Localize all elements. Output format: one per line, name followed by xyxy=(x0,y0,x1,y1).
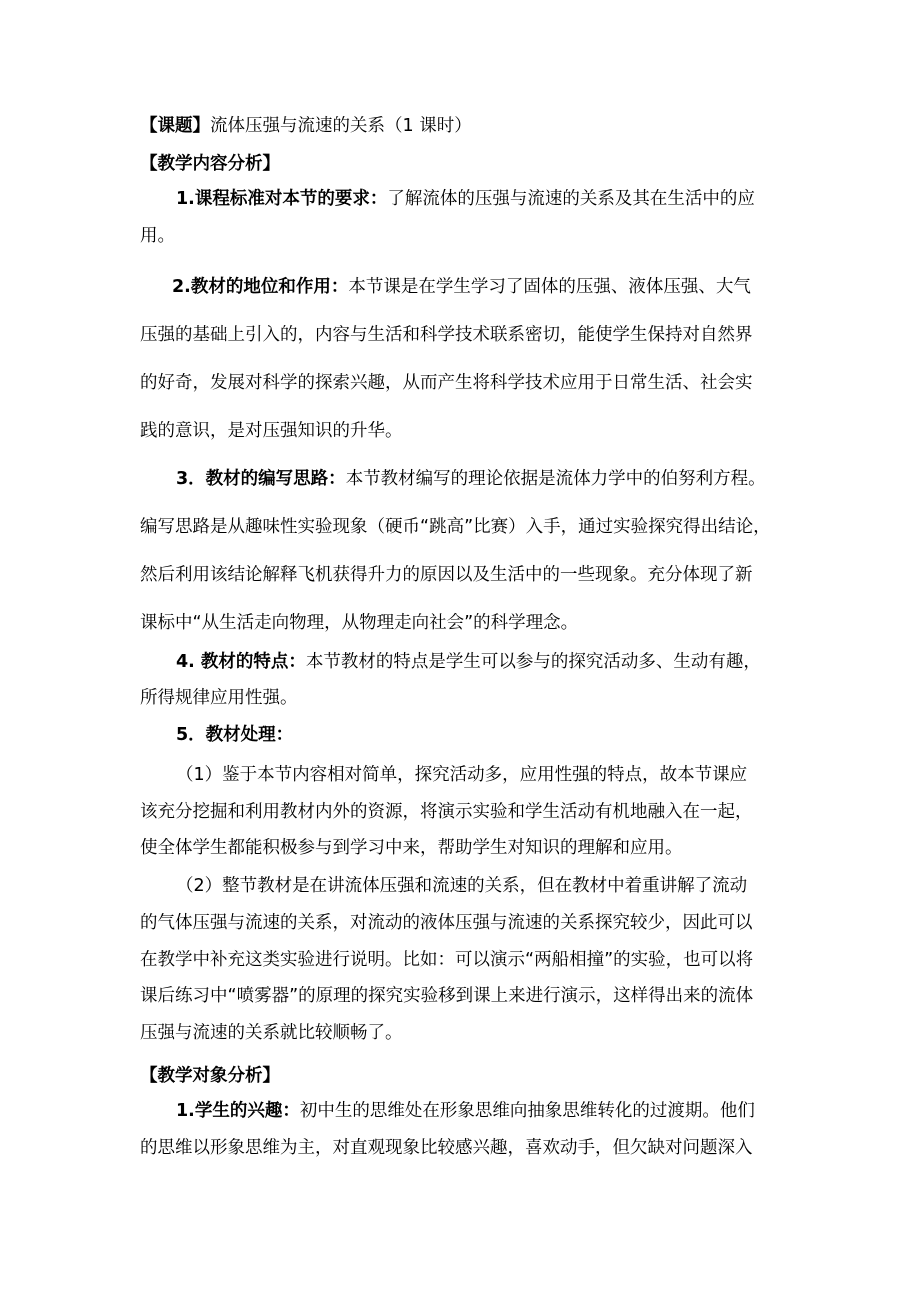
p5-2-line-2: 的气体压强与流速的关系，对流动的液体压强与流速的关系探究较少，因此可以 xyxy=(140,913,753,933)
p5-1-line-1: （1）鉴于本节内容相对简单，探究活动多，应用性强的特点，故本节课应 xyxy=(176,765,748,785)
p3-line-1 xyxy=(176,467,836,491)
lesson-title-text: 流体压强与流速的关系（1 课时） xyxy=(210,116,472,136)
p5-1-line-2: 该充分挖掘和利用教材内外的资源，将演示实验和学生活动有机地融入在一起， xyxy=(140,802,753,822)
p3-line-2: 编写思路是从趣味性实验现象（硬币“跳高”比赛）入手，通过实验探究得出结论， xyxy=(140,517,771,537)
lesson-title-label: 【课题】 xyxy=(140,116,210,136)
p1-line-1 xyxy=(176,187,836,211)
p4-label: 4. 教材的特点： xyxy=(176,652,306,672)
p5-2-line-1: （2）整节教材是在讲流体压强和流速的关系，但在教材中着重讲解了流动 xyxy=(176,876,748,896)
p4-line-1 xyxy=(176,650,836,674)
p2-line-1 xyxy=(172,275,832,299)
s1-line-1 xyxy=(176,1099,836,1123)
p2-line-2: 压强的基础上引入的，内容与生活和科学技术联系密切，能使学生保持对自然界 xyxy=(140,325,753,345)
p2-label: 2.教材的地位和作用： xyxy=(172,277,349,297)
p5-1-line-3: 使全体学生都能积极参与到学习中来，帮助学生对知识的理解和应用。 xyxy=(140,838,683,858)
p1-text-1: 了解流体的压强与流速的关系及其在生活中的应 xyxy=(387,189,755,209)
s1-line-2: 的思维以形象思维为主，对直观现象比较感兴趣，喜欢动手，但欠缺对问题深入 xyxy=(140,1138,753,1158)
s1-label: 1.学生的兴趣： xyxy=(176,1101,300,1121)
p1-label: 1.课程标准对本节的要求： xyxy=(176,189,388,209)
p3-text-1: 本节教材编写的理论依据是流体力学中的伯努利方程。 xyxy=(345,469,766,489)
p5-2-line-3: 在教学中补充这类实验进行说明。比如：可以演示“两船相撞”的实验，也可以将 xyxy=(140,950,754,970)
s1-text-1: 初中生的思维处在形象思维向抽象思维转化的过渡期。他们 xyxy=(299,1101,755,1121)
p2-text-1: 本节课是在学生学习了固体的压强、液体压强、大气 xyxy=(348,277,751,297)
p4-text-1: 本节教材的特点是学生可以参与的探究活动多、生动有趣， xyxy=(305,652,761,672)
p2-line-4: 践的意识，是对压强知识的升华。 xyxy=(140,421,403,441)
p3-line-4: 课标中“从生活走向物理，从物理走向社会”的科学理念。 xyxy=(140,613,579,633)
p5-2-line-4: 课后练习中“喷雾器”的原理的探究实验移到课上来进行演示，这样得出来的流体 xyxy=(140,986,754,1006)
p1-line-2: 用。 xyxy=(140,226,175,246)
p3-line-3: 然后利用该结论解释飞机获得升力的原因以及生活中的一些现象。充分体现了新 xyxy=(140,565,753,585)
p3-label: 3．教材的编写思路： xyxy=(176,469,346,489)
p2-line-3: 的好奇，发展对科学的探索兴趣，从而产生将科学技术应用于日常生活、社会实 xyxy=(140,373,753,393)
p4-line-2: 所得规律应用性强。 xyxy=(140,688,298,708)
heading-student-analysis: 【教学对象分析】 xyxy=(140,1066,280,1086)
p5-2-line-5: 压强与流速的关系就比较顺畅了。 xyxy=(140,1023,403,1043)
heading-content-analysis: 【教学内容分析】 xyxy=(140,154,280,174)
lesson-title-line xyxy=(140,114,800,138)
p5-heading: 5．教材处理： xyxy=(176,725,294,745)
